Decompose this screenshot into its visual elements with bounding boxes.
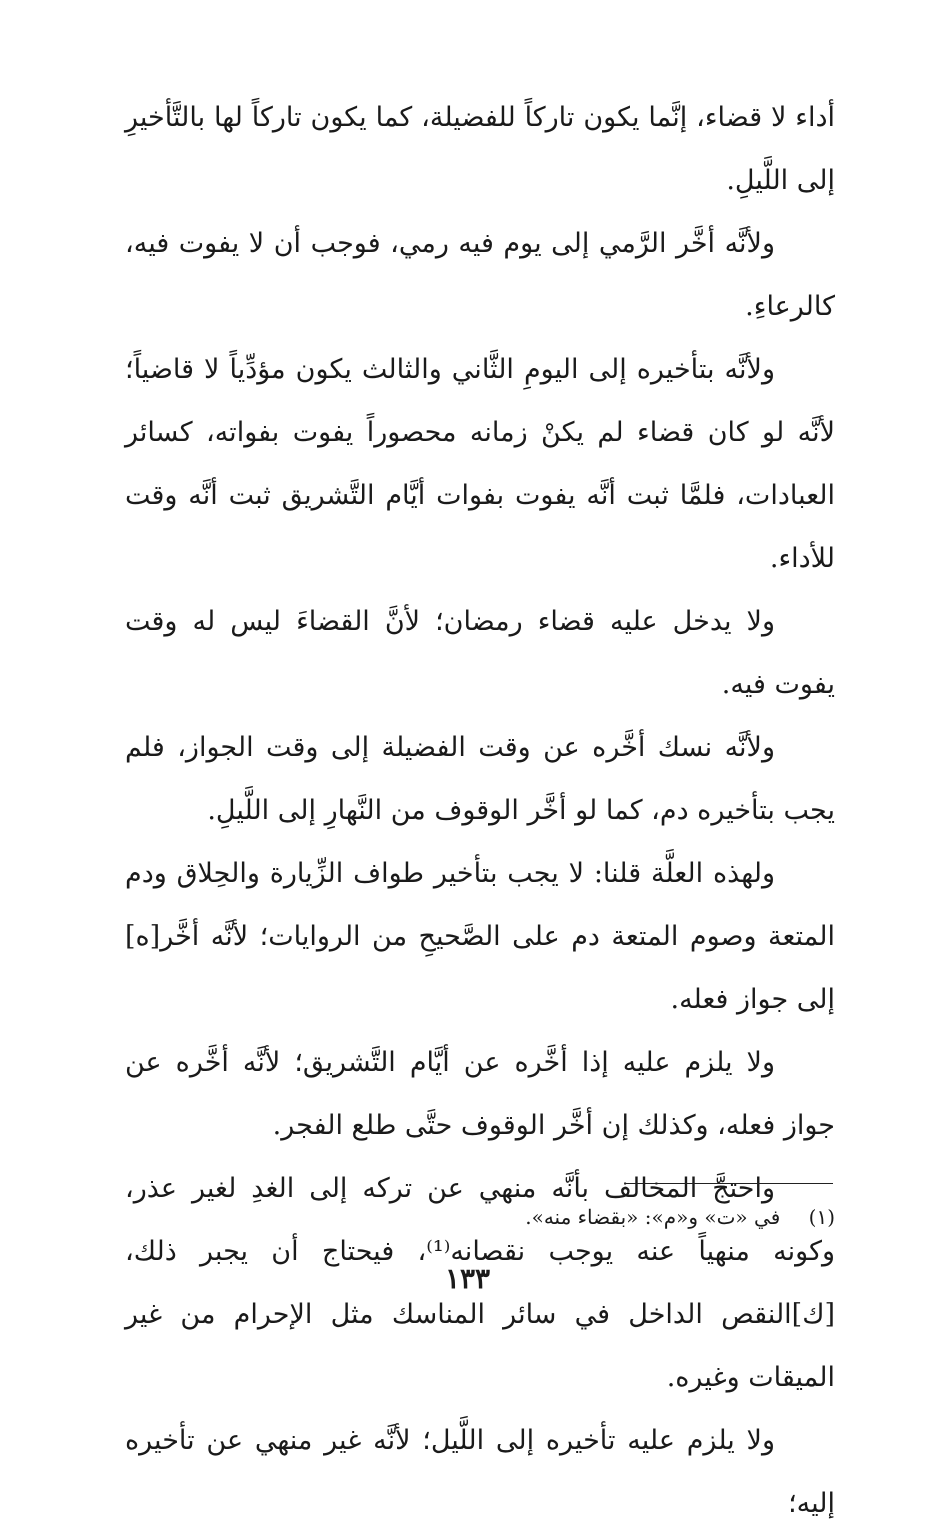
paragraph-6: ولهذه العلَّة قلنا: لا يجب بتأخير طواف الزِّيارة والحِلاق ودم المتعة وصوم المتعة دم على الصَّحيحِ من الروايات؛ لأنَّه أخَّر[ه] إلى جواز فعله.: [125, 858, 835, 1015]
main-text: [125, 86, 835, 1535]
paragraph-5: ولأنَّه نسك أخَّره عن وقت الفضيلة إلى وقت الجواز، فلم يجب بتأخيره دم، كما لو أخَّر الوقوف من النَّهارِ إلى اللَّيلِ.: [125, 732, 835, 826]
paragraph-8: واحتجَّ المخالف بأنَّه منهي عن تركه إلى الغدِ لغير عذر، وكونه منهياً عنه يوجب نقصانه⁽¹⁾، فيحتاج أن يجبر ذلك، [ك]النقص الداخل في سائر المناسك مثل الإحرام من غير الميقات وغيره.: [125, 1173, 835, 1393]
paragraph-1: أداء لا قضاء، إنَّما يكون تاركاً للفضيلة، كما يكون تاركاً لها بالتَّأخيرِ إلى اللَّيلِ.: [125, 102, 836, 196]
paragraph-4: ولا يدخل عليه قضاء رمضان؛ لأنَّ القضاءَ ليس له وقت يفوت فيه.: [125, 606, 835, 700]
footnote-text: في «ت» و«م»: «بقضاء منه».: [525, 1205, 781, 1229]
paragraph-3: ولأنَّه بتأخيره إلى اليومِ الثَّاني والثالث يكون مؤدِّياً لا قاضياً؛ لأنَّه لو كان قضاء لم يكنْ زمانه محصوراً يفوت بفواته، كسائر العبادات، فلمَّا ثبت أنَّه يفوت بفوات أيَّام التَّشريق ثبت أنَّه وقت للأداء.: [125, 354, 835, 574]
footnote: [125, 1197, 835, 1237]
paragraph-2: ولأنَّه أخَّر الرَّمي إلى يوم فيه رمي، فوجب أن لا يفوت فيه، كالرعاءِ.: [125, 228, 835, 322]
paragraph-9: ولا يلزم عليه تأخيره إلى اللَّيل؛ لأنَّه غير منهي عن تأخيره إليه؛: [125, 1425, 835, 1519]
footnote-number: (١): [808, 1205, 835, 1229]
footnote-divider: [625, 1183, 833, 1184]
page-number: ١٣٣: [444, 1262, 491, 1295]
paragraph-7: ولا يلزم عليه إذا أخَّره عن أيَّام التَّشريق؛ لأنَّه أخَّره عن جواز فعله، وكذلك إن أخَّر الوقوف حتَّى طلع الفجر.: [125, 1047, 835, 1141]
